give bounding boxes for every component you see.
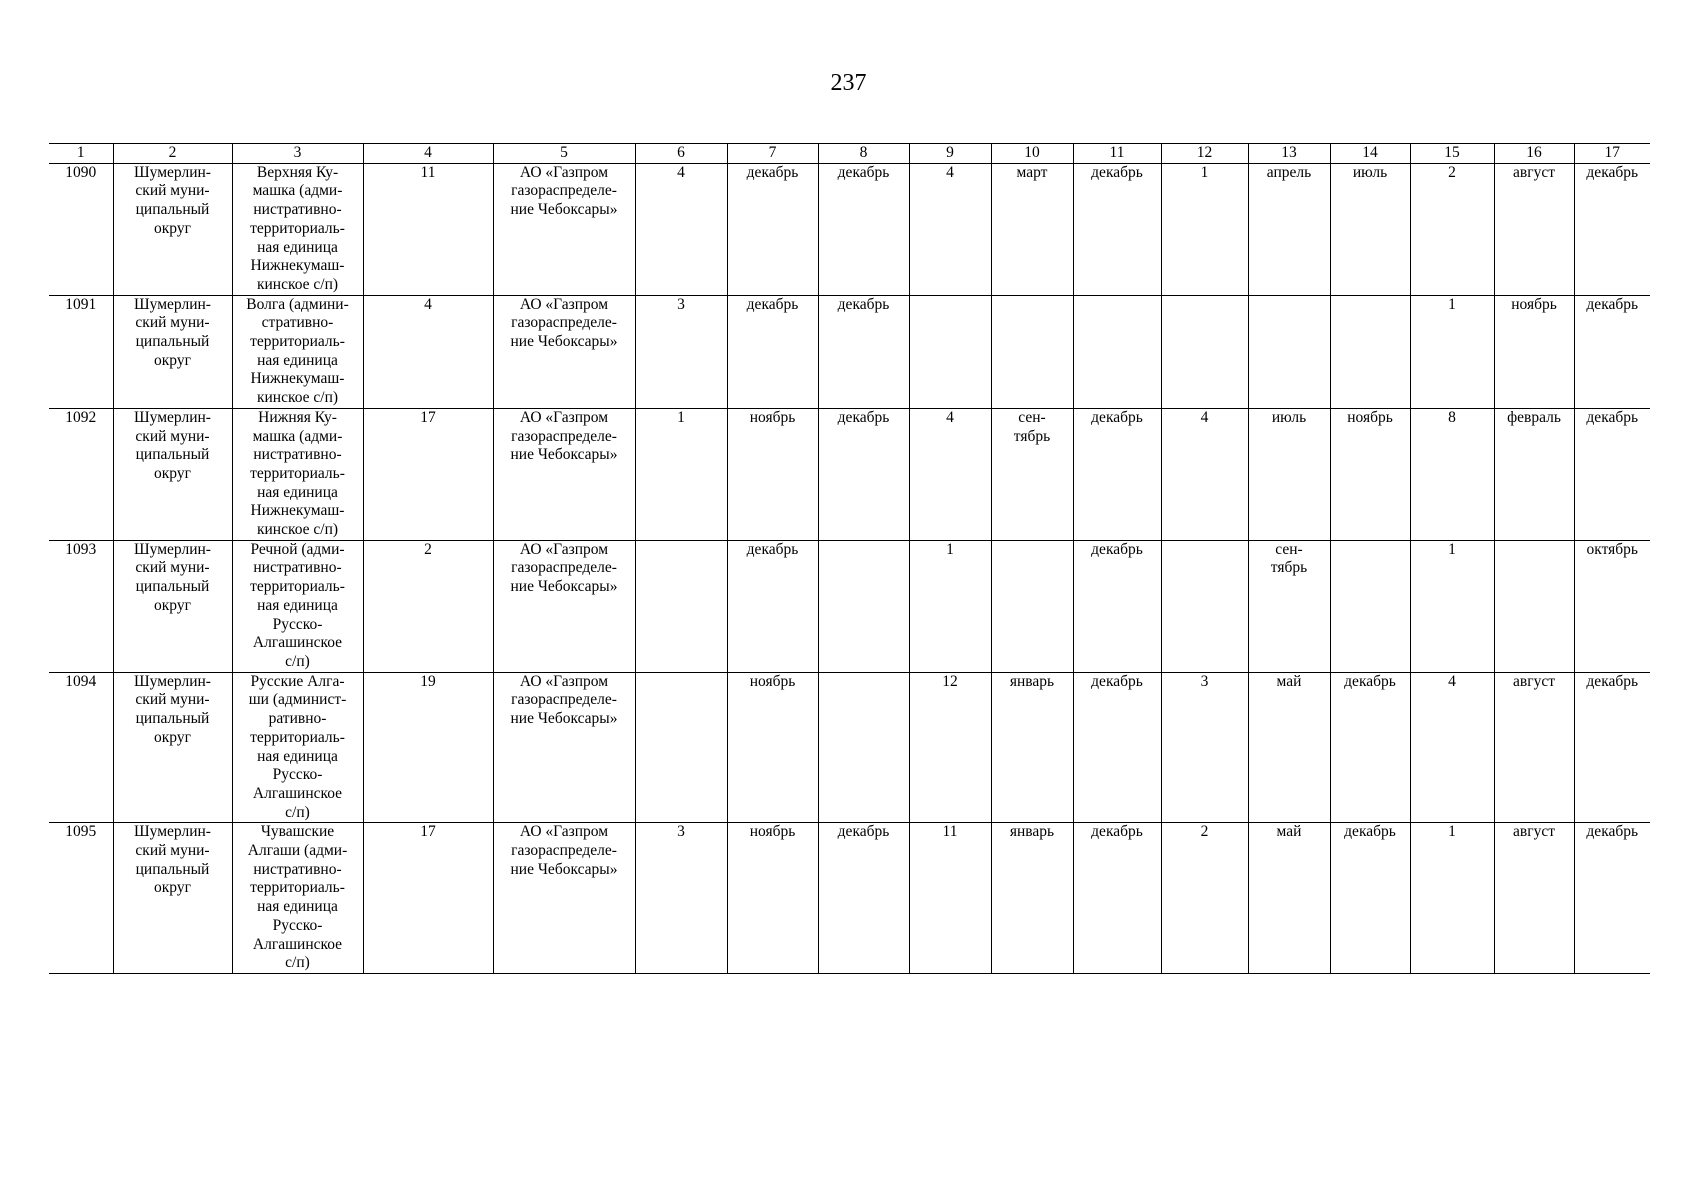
table-cell-col-6: 3 — [635, 823, 727, 974]
table-row — [49, 163, 1650, 295]
column-number-2: 2 — [113, 144, 232, 164]
column-number-16: 16 — [1494, 144, 1574, 164]
table-row — [49, 540, 1650, 672]
table-cell-col-16: август — [1494, 163, 1574, 295]
table-cell-col-10 — [991, 540, 1073, 672]
table-cell-col-13: май — [1248, 672, 1330, 823]
table-cell-col-4: 2 — [363, 540, 493, 672]
column-number-4: 4 — [363, 144, 493, 164]
table-cell-col-11: декабрь — [1073, 540, 1161, 672]
table-cell-col-8 — [818, 540, 909, 672]
table-cell-col-7: ноябрь — [727, 408, 818, 540]
table-cell-col-7: декабрь — [727, 540, 818, 672]
column-number-13: 13 — [1248, 144, 1330, 164]
table-cell-col-11 — [1073, 295, 1161, 408]
table-cell-col-9: 12 — [909, 672, 991, 823]
table-cell-col-2: Шумерлин- ский муни- ципальный округ — [113, 540, 232, 672]
table-cell-col-5: АО «Газпром газораспределе- ние Чебоксары» — [493, 295, 635, 408]
table-cell-col-9: 4 — [909, 163, 991, 295]
table-cell-col-12: 1 — [1161, 163, 1248, 295]
table-cell-col-14 — [1330, 540, 1410, 672]
column-number-10: 10 — [991, 144, 1073, 164]
table-cell-col-5: АО «Газпром газораспределе- ние Чебоксары» — [493, 823, 635, 974]
table-cell-col-5: АО «Газпром газораспределе- ние Чебоксары» — [493, 408, 635, 540]
table-cell-col-2: Шумерлин- ский муни- ципальный округ — [113, 672, 232, 823]
table-cell-col-7: декабрь — [727, 163, 818, 295]
table-cell-col-14: июль — [1330, 163, 1410, 295]
column-number-15: 15 — [1410, 144, 1494, 164]
table-cell-col-9: 4 — [909, 408, 991, 540]
table-cell-col-1: 1095 — [49, 823, 113, 974]
table-cell-col-14: ноябрь — [1330, 408, 1410, 540]
column-number-11: 11 — [1073, 144, 1161, 164]
table-cell-col-16: февраль — [1494, 408, 1574, 540]
table-cell-col-6: 1 — [635, 408, 727, 540]
table-cell-col-10: январь — [991, 823, 1073, 974]
page-number: 237 — [830, 70, 867, 96]
table-cell-col-10 — [991, 295, 1073, 408]
column-number-row — [49, 144, 1650, 164]
table-cell-col-17: декабрь — [1574, 823, 1650, 974]
table-cell-col-1: 1094 — [49, 672, 113, 823]
table-cell-col-11: декабрь — [1073, 163, 1161, 295]
table-cell-col-10: март — [991, 163, 1073, 295]
table-cell-col-5: АО «Газпром газораспределе- ние Чебоксары» — [493, 163, 635, 295]
table-cell-col-2: Шумерлин- ский муни- ципальный округ — [113, 163, 232, 295]
table-row — [49, 408, 1650, 540]
table-cell-col-15: 8 — [1410, 408, 1494, 540]
table-cell-col-16: август — [1494, 672, 1574, 823]
table-cell-col-15: 1 — [1410, 823, 1494, 974]
column-number-1: 1 — [49, 144, 113, 164]
table-cell-col-11: декабрь — [1073, 823, 1161, 974]
table-cell-col-4: 11 — [363, 163, 493, 295]
table-cell-col-3: Речной (адми- нистративно- территориаль- ная единица Русско- Алгашинское с/п) — [232, 540, 363, 672]
table-cell-col-6: 4 — [635, 163, 727, 295]
table-cell-col-14: декабрь — [1330, 672, 1410, 823]
table-cell-col-15: 4 — [1410, 672, 1494, 823]
table-cell-col-7: ноябрь — [727, 823, 818, 974]
table-cell-col-13: апрель — [1248, 163, 1330, 295]
table-cell-col-6: 3 — [635, 295, 727, 408]
table-cell-col-16 — [1494, 540, 1574, 672]
column-number-5: 5 — [493, 144, 635, 164]
table-cell-col-2: Шумерлин- ский муни- ципальный округ — [113, 408, 232, 540]
table-cell-col-4: 19 — [363, 672, 493, 823]
table-cell-col-12: 2 — [1161, 823, 1248, 974]
table-cell-col-15: 1 — [1410, 295, 1494, 408]
table-cell-col-16: ноябрь — [1494, 295, 1574, 408]
table-cell-col-3: Русские Алга- ши (админист- ративно- территориаль- ная единица Русско- Алгашинское с/п) — [232, 672, 363, 823]
table-cell-col-1: 1092 — [49, 408, 113, 540]
table-cell-col-8: декабрь — [818, 295, 909, 408]
column-number-17: 17 — [1574, 144, 1650, 164]
table-cell-col-17: декабрь — [1574, 672, 1650, 823]
table-cell-col-9 — [909, 295, 991, 408]
table-cell-col-10: сен- тябрь — [991, 408, 1073, 540]
table-cell-col-15: 2 — [1410, 163, 1494, 295]
table-cell-col-13: май — [1248, 823, 1330, 974]
table-cell-col-5: АО «Газпром газораспределе- ние Чебоксары» — [493, 540, 635, 672]
table-cell-col-13 — [1248, 295, 1330, 408]
table-row — [49, 823, 1650, 974]
table-cell-col-4: 17 — [363, 823, 493, 974]
table-cell-col-4: 17 — [363, 408, 493, 540]
table-cell-col-12 — [1161, 540, 1248, 672]
table-cell-col-12: 3 — [1161, 672, 1248, 823]
table-cell-col-13: июль — [1248, 408, 1330, 540]
table-cell-col-17: декабрь — [1574, 295, 1650, 408]
column-number-7: 7 — [727, 144, 818, 164]
table-cell-col-8: декабрь — [818, 823, 909, 974]
column-number-9: 9 — [909, 144, 991, 164]
table-cell-col-17: декабрь — [1574, 163, 1650, 295]
table-cell-col-15: 1 — [1410, 540, 1494, 672]
schedule-table — [49, 143, 1650, 974]
table-cell-col-2: Шумерлин- ский муни- ципальный округ — [113, 295, 232, 408]
table-cell-col-3: Волга (админи- стративно- территориаль- ная единица Нижнекумаш- кинское с/п) — [232, 295, 363, 408]
table-cell-col-2: Шумерлин- ский муни- ципальный округ — [113, 823, 232, 974]
table-cell-col-1: 1090 — [49, 163, 113, 295]
table-cell-col-3: Верхняя Ку- машка (адми- нистративно- территориаль- ная единица Нижнекумаш- кинское с/п) — [232, 163, 363, 295]
table-cell-col-6 — [635, 540, 727, 672]
table-cell-col-9: 1 — [909, 540, 991, 672]
table-cell-col-8 — [818, 672, 909, 823]
table-cell-col-4: 4 — [363, 295, 493, 408]
table-cell-col-11: декабрь — [1073, 408, 1161, 540]
table-cell-col-17: октябрь — [1574, 540, 1650, 672]
table-row — [49, 295, 1650, 408]
table-cell-col-13: сен- тябрь — [1248, 540, 1330, 672]
table-cell-col-6 — [635, 672, 727, 823]
table-cell-col-1: 1093 — [49, 540, 113, 672]
table-cell-col-1: 1091 — [49, 295, 113, 408]
table-row — [49, 672, 1650, 823]
table-cell-col-8: декабрь — [818, 408, 909, 540]
column-number-14: 14 — [1330, 144, 1410, 164]
table-cell-col-16: август — [1494, 823, 1574, 974]
column-number-8: 8 — [818, 144, 909, 164]
table-cell-col-3: Нижняя Ку- машка (адми- нистративно- территориаль- ная единица Нижнекумаш- кинское с/п) — [232, 408, 363, 540]
table-cell-col-14 — [1330, 295, 1410, 408]
column-number-6: 6 — [635, 144, 727, 164]
table-cell-col-7: ноябрь — [727, 672, 818, 823]
table-cell-col-7: декабрь — [727, 295, 818, 408]
column-number-12: 12 — [1161, 144, 1248, 164]
table-cell-col-8: декабрь — [818, 163, 909, 295]
table-cell-col-11: декабрь — [1073, 672, 1161, 823]
table-cell-col-12: 4 — [1161, 408, 1248, 540]
table-cell-col-9: 11 — [909, 823, 991, 974]
table-cell-col-10: январь — [991, 672, 1073, 823]
table-cell-col-3: Чувашские Алгаши (адми- нистративно- территориаль- ная единица Русско- Алгашинское с/п) — [232, 823, 363, 974]
table-cell-col-14: декабрь — [1330, 823, 1410, 974]
table-cell-col-17: декабрь — [1574, 408, 1650, 540]
table-cell-col-12 — [1161, 295, 1248, 408]
column-number-3: 3 — [232, 144, 363, 164]
table-cell-col-5: АО «Газпром газораспределе- ние Чебоксары» — [493, 672, 635, 823]
